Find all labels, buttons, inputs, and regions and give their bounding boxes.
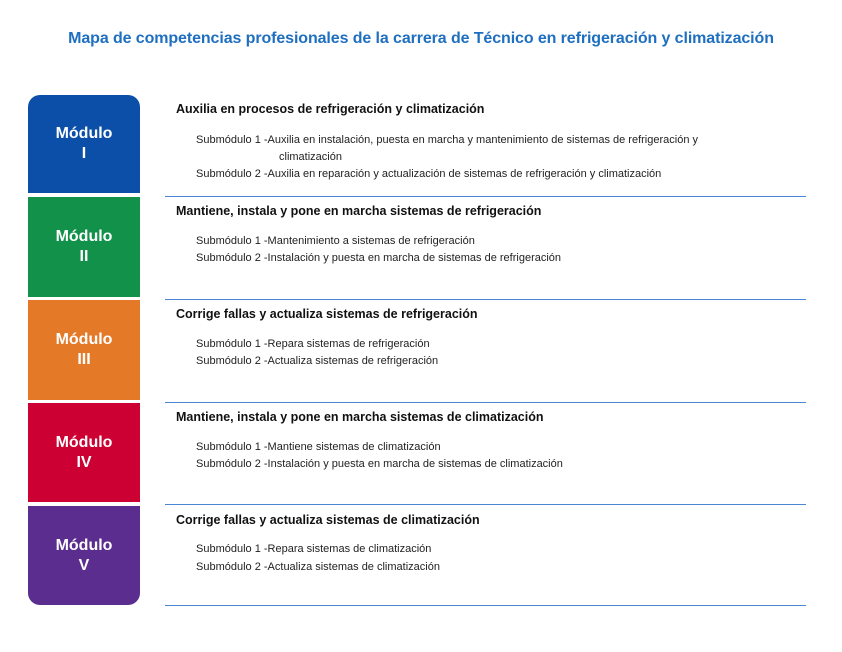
module-numeral: V — [78, 556, 90, 574]
submodule-prefix: Submódulo 1 - — [196, 543, 268, 555]
submodule-prefix: Submódulo 1 - — [196, 338, 268, 350]
module-section-4 — [165, 403, 806, 505]
module-title: Corrige fallas y actualiza sistemas de refrigeración — [176, 307, 478, 321]
submodule-item — [196, 233, 475, 250]
module-label: Módulo — [55, 433, 113, 451]
submodule-prefix: Submódulo 1 - — [196, 134, 268, 146]
submodule-text: Actualiza sistemas de refrigeración — [267, 355, 439, 367]
submodule-text: Actualiza sistemas de climatización — [267, 561, 440, 573]
submodule-text-continued: climatización — [279, 151, 342, 163]
module-box-4 — [28, 403, 140, 502]
module-section-5 — [165, 506, 806, 606]
submodule-text: Mantenimiento a sistemas de refrigeración — [267, 235, 475, 247]
module-label: Módulo — [55, 536, 113, 554]
submodule-text: Auxilia en reparación y actualización de sistemas de refrigeración y climatización — [267, 168, 662, 180]
submodule-item — [196, 456, 563, 473]
module-box-1 — [28, 95, 140, 193]
submodule-prefix: Submódulo 2 - — [196, 458, 268, 470]
module-title: Corrige fallas y actualiza sistemas de climatización — [176, 513, 480, 527]
submodule-item — [196, 250, 561, 267]
submodule-item — [196, 336, 430, 353]
submodule-prefix: Submódulo 2 - — [196, 252, 268, 264]
module-box-3 — [28, 300, 140, 400]
submodule-text: Repara sistemas de climatización — [267, 543, 432, 555]
submodule-prefix: Submódulo 2 - — [196, 355, 268, 367]
submodule-text: Instalación y puesta en marcha de sistemas de climatización — [267, 458, 563, 470]
submodule-text: Repara sistemas de refrigeración — [267, 338, 430, 350]
module-box-5 — [28, 506, 140, 605]
submodule-prefix: Submódulo 1 - — [196, 235, 268, 247]
module-section-3 — [165, 300, 806, 403]
module-label: Módulo — [55, 228, 113, 245]
submodule-item — [196, 541, 431, 558]
submodule-item — [196, 166, 661, 183]
module-box-2 — [28, 197, 140, 297]
module-title: Mantiene, instala y pone en marcha sistemas de climatización — [176, 410, 544, 424]
submodule-item — [196, 559, 440, 576]
submodule-prefix: Submódulo 1 - — [196, 441, 268, 453]
module-section-2 — [165, 197, 806, 300]
submodule-item — [196, 439, 441, 456]
module-label: Módulo — [55, 331, 113, 348]
submodule-prefix: Submódulo 2 - — [196, 561, 268, 573]
module-label: Módulo — [55, 125, 113, 142]
submodule-text: Instalación y puesta en marcha de sistemas de refrigeración — [267, 252, 562, 264]
module-numeral: II — [79, 248, 89, 265]
submodule-text: Mantiene sistemas de climatización — [267, 441, 441, 453]
module-numeral: I — [81, 145, 87, 162]
page-title: Mapa de competencias profesionales de la carrera de Técnico en refrigeración y climatización — [68, 30, 774, 47]
module-numeral: IV — [76, 453, 92, 471]
module-section-1 — [165, 95, 806, 197]
module-title: Auxilia en procesos de refrigeración y climatización — [176, 102, 485, 116]
module-title: Mantiene, instala y pone en marcha sistemas de refrigeración — [176, 204, 542, 218]
submodule-prefix: Submódulo 2 - — [196, 168, 268, 180]
submodule-item — [196, 132, 756, 166]
submodule-text: Auxilia en instalación, puesta en marcha y mantenimiento de sistemas de refrigeración y — [267, 134, 698, 146]
submodule-item — [196, 353, 438, 370]
module-numeral: III — [77, 351, 91, 368]
